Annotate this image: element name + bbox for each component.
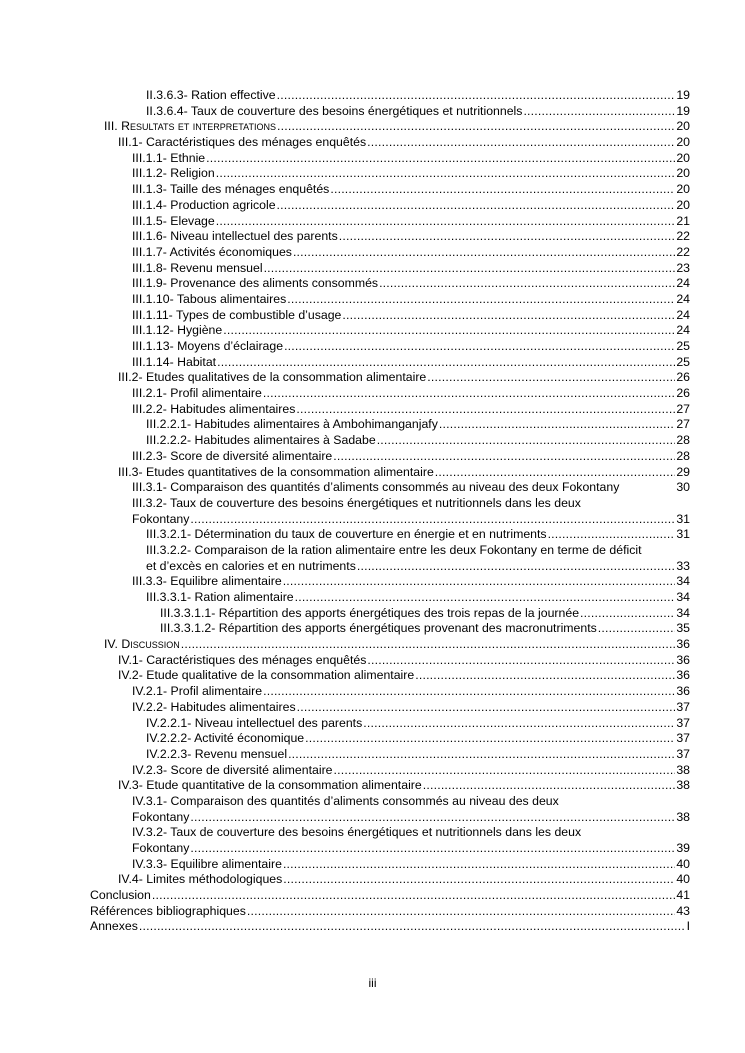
toc-entry-page: 36: [676, 668, 690, 683]
toc-entry-title: III.1.5- Elevage: [132, 213, 215, 228]
toc-leader-dots: [216, 166, 676, 182]
toc-entry[interactable]: [90, 653, 690, 669]
toc-entry-page: 22: [676, 244, 690, 259]
toc-entry[interactable]: [90, 606, 690, 622]
toc-entry-page: 22: [676, 229, 690, 244]
toc-entry-page: 37: [676, 699, 690, 714]
toc-entry[interactable]: [90, 512, 690, 528]
toc-entry-title: Annexes: [90, 919, 138, 934]
toc-leader-dots: [283, 857, 675, 873]
toc-entry-page: 38: [676, 762, 690, 777]
toc-entry-title: IV.2- Etude qualitative de la consommation alimentaire: [118, 668, 415, 683]
toc-entry[interactable]: [90, 825, 690, 841]
toc-entry[interactable]: [90, 308, 690, 324]
toc-entry-title: Références bibliographiques: [90, 903, 246, 918]
toc-entry-page: 34: [676, 605, 690, 620]
toc-entry-title: II.3.6.3- Ration effective: [146, 88, 276, 102]
toc-leader-dots: [190, 841, 675, 857]
toc-entry[interactable]: [90, 449, 690, 465]
toc-entry-title: IV.3.2- Taux de couverture des besoins énergétiques et nutritionnels dans les deux: [132, 825, 582, 840]
toc-leader-dots: [548, 527, 676, 543]
toc-entry[interactable]: [90, 119, 690, 135]
toc-entry[interactable]: [90, 370, 690, 386]
toc-entry-title: III.1.9- Provenance des aliments consommés: [132, 276, 379, 291]
toc-entry[interactable]: [90, 590, 690, 606]
toc-entry-title: III.2.1- Profil alimentaire: [132, 386, 262, 401]
toc-leader-dots: [216, 214, 676, 230]
toc-entry[interactable]: [90, 151, 690, 167]
toc-entry[interactable]: [90, 778, 690, 794]
toc-entry-page: 20: [676, 135, 690, 150]
toc-entry[interactable]: [90, 794, 690, 810]
toc-entry[interactable]: [90, 621, 690, 637]
toc-leader-dots: [330, 182, 675, 198]
toc-leader-dots: [283, 574, 676, 590]
toc-leader-dots: [598, 621, 676, 637]
toc-entry-page: 34: [676, 590, 690, 604]
toc-entry-title: III.2.2.2- Habitudes alimentaires à Sadabe: [146, 433, 376, 448]
toc-entry-title: IV.1- Caractéristiques des ménages enquêtés: [118, 652, 367, 667]
toc-entry[interactable]: [90, 433, 690, 449]
toc-entry-title: III.1.7- Activités économiques: [132, 244, 292, 259]
toc-entry[interactable]: [90, 810, 690, 826]
toc-entry-page: 20: [676, 119, 690, 134]
toc-entry-title: III.1- Caractéristiques des ménages enquêtés: [118, 135, 367, 150]
toc-entry-title: III.3.1- Comparaison des quantités d’aliments consommés au niveau des deux Fokontany: [132, 480, 620, 495]
toc-leader-dots: [295, 590, 676, 606]
toc-entry[interactable]: [90, 261, 690, 277]
toc-entry-title: III.3.2- Taux de couverture des besoins énergétiques et nutritionnels dans les deux: [132, 495, 581, 510]
toc-entry[interactable]: [90, 684, 690, 700]
toc-leader-dots: [363, 716, 675, 732]
toc-entry-page: 36: [676, 637, 690, 652]
toc-leader-dots: [277, 198, 676, 214]
toc-entry-page: 24: [676, 291, 690, 306]
toc-entry-page: 20: [676, 166, 690, 181]
toc-entry-title: III.1.13- Moyens d’éclairage: [132, 339, 284, 353]
toc-leader-dots: [342, 308, 675, 324]
toc-entry[interactable]: [90, 731, 690, 747]
toc-entry[interactable]: [90, 214, 690, 230]
toc-entry-page: 24: [676, 276, 690, 291]
toc-entry-page: 37: [676, 715, 690, 730]
toc-entry-page: 40: [676, 872, 690, 887]
toc-entry[interactable]: [90, 88, 690, 104]
toc-entry[interactable]: [90, 668, 690, 684]
toc-entry-title: III.3.3.1.1- Répartition des apports énergétiques des trois repas de la journée: [160, 605, 580, 620]
toc-entry-title: III.2.2- Habitudes alimentaires: [132, 401, 296, 416]
toc-entry-page: 29: [676, 464, 690, 479]
toc-entry-title: IV.2.2.1- Niveau intellectuel des parents: [146, 715, 363, 730]
toc-entry-title: III.1.1- Ethnie: [132, 150, 206, 165]
toc-entry-page: 25: [676, 354, 690, 369]
toc-entry[interactable]: [90, 700, 690, 716]
toc-entry-title: III.1.6- Niveau intellectuel des parents: [132, 229, 338, 244]
toc-leader-dots: [367, 135, 675, 151]
toc-leader-dots: [284, 339, 675, 355]
toc-leader-dots: [139, 919, 686, 935]
toc-entry-title: Fokontany: [132, 511, 190, 526]
toc-entry[interactable]: [90, 872, 690, 888]
toc-entry-title: III.1.12- Hygiène: [132, 323, 223, 338]
toc-entry[interactable]: [90, 496, 690, 512]
toc-leader-dots: [247, 904, 675, 920]
toc-entry-title: Fokontany: [132, 841, 190, 855]
toc-leader-dots: [333, 449, 675, 465]
toc-entry[interactable]: [90, 747, 690, 763]
toc-leader-dots: [181, 637, 676, 653]
toc-entry-page: 20: [676, 182, 690, 197]
toc-entry-title: II.3.6.4- Taux de couverture des besoins énergétiques et nutritionnels: [146, 103, 523, 118]
toc-entry-title: IV.2.2.2- Activité économique: [146, 731, 305, 746]
toc-entry-page: 28: [676, 448, 690, 463]
toc-leader-dots: [439, 417, 675, 433]
toc-entry-title: III.3.3.1- Ration alimentaire: [146, 590, 294, 604]
toc-entry-page: 26: [676, 370, 690, 385]
toc-entry-page: 37: [676, 731, 690, 746]
toc-entry-title: III.2.3- Score de diversité alimentaire: [132, 448, 333, 463]
toc-entry[interactable]: [90, 355, 690, 371]
toc-entry[interactable]: [90, 402, 690, 418]
toc-entry[interactable]: [90, 888, 690, 904]
toc-leader-dots: [415, 668, 675, 684]
toc-leader-dots: [435, 465, 676, 481]
toc-entry-title: IV.4- Limites méthodologiques: [118, 872, 283, 887]
toc-entry[interactable]: [90, 841, 690, 857]
toc-entry-page: 19: [676, 88, 690, 102]
toc-leader-dots: [223, 323, 675, 339]
toc-entry-title: IV. Discussion: [104, 637, 180, 652]
toc-entry[interactable]: [90, 135, 690, 151]
toc-leader-dots: [263, 386, 675, 402]
toc-entry-title: III.3.2.1- Détermination du taux de couverture en énergie et en nutriments: [146, 527, 547, 542]
toc-entry-title: IV.2.2- Habitudes alimentaires: [132, 699, 296, 714]
toc-entry-page: 39: [676, 841, 690, 855]
toc-leader-dots: [427, 370, 675, 386]
toc-leader-dots: [277, 119, 675, 135]
toc-entry[interactable]: [90, 904, 690, 920]
page-number: iii: [368, 976, 377, 990]
toc-leader-dots: [288, 747, 675, 763]
toc-leader-dots: [287, 292, 675, 308]
toc-entry-title: III.2.2.1- Habitudes alimentaires à Ambohimanganjafy: [146, 417, 438, 432]
toc-entry-page: 37: [676, 746, 690, 761]
toc-entry-page: 36: [676, 652, 690, 667]
toc-leader-dots: [379, 276, 675, 292]
toc-entry-title: IV.2.2.3- Revenu mensuel: [146, 746, 288, 761]
toc-entry-page: 41: [676, 888, 690, 903]
toc-entry[interactable]: [90, 386, 690, 402]
toc-entry[interactable]: [90, 527, 690, 543]
toc-entry-title: III.3.3.1.2- Répartition des apports énergétiques provenant des macronutriments: [160, 621, 597, 636]
toc-entry[interactable]: [90, 857, 690, 873]
toc-entry-title: III.3.2.2- Comparaison de la ration alimentaire entre les deux Fokontany en terme de déficit: [146, 542, 642, 557]
toc-leader-dots: [293, 245, 675, 261]
toc-entry-page: 36: [676, 684, 690, 699]
toc-entry-page: 25: [676, 339, 690, 353]
toc-entry-page: 27: [676, 401, 690, 416]
toc-entry-page: 38: [676, 809, 690, 824]
toc-entry-page: 19: [676, 103, 690, 118]
toc-leader-dots: [305, 731, 675, 747]
toc-entry[interactable]: [90, 716, 690, 732]
toc-entry-title: III.1.8- Revenu mensuel: [132, 260, 263, 275]
toc-entry[interactable]: [90, 245, 690, 261]
toc-entry[interactable]: [90, 480, 690, 496]
toc-leader-dots: [283, 872, 675, 888]
toc-leader-dots: [277, 88, 676, 104]
toc-entry[interactable]: [90, 574, 690, 590]
table-of-contents: [90, 88, 690, 935]
toc-entry[interactable]: [90, 104, 690, 120]
toc-entry-page: 30: [676, 480, 690, 495]
toc-entry[interactable]: [90, 339, 690, 355]
toc-entry-page: 40: [676, 856, 690, 871]
toc-entry-page: 27: [676, 417, 690, 432]
toc-entry[interactable]: [90, 198, 690, 214]
toc-leader-dots: [217, 355, 675, 371]
toc-leader-dots: [367, 653, 675, 669]
toc-entry-title: III.1.4- Production agricole: [132, 197, 276, 212]
toc-entry-title: IV.3.1- Comparaison des quantités d’aliments consommés au niveau des deux: [132, 793, 559, 808]
toc-entry[interactable]: [90, 637, 690, 653]
toc-entry[interactable]: [90, 166, 690, 182]
toc-entry[interactable]: [90, 229, 690, 245]
toc-entry-page: 24: [676, 307, 690, 322]
toc-entry-page: 34: [676, 574, 690, 589]
toc-entry-page: 20: [676, 150, 690, 165]
toc-entry-title: III.1.2- Religion: [132, 166, 215, 181]
toc-entry-title: III.3.3- Equilibre alimentaire: [132, 574, 282, 589]
toc-entry-page: 31: [676, 527, 690, 542]
toc-leader-dots: [206, 151, 675, 167]
toc-entry-title: Conclusion: [90, 888, 151, 903]
toc-leader-dots: [190, 512, 675, 528]
toc-entry-page: 26: [676, 386, 690, 401]
toc-leader-dots: [296, 402, 675, 418]
toc-entry-title: IV.2.3- Score de diversité alimentaire: [132, 762, 333, 777]
toc-entry[interactable]: [90, 559, 690, 575]
toc-leader-dots: [334, 763, 676, 779]
toc-entry-page: 21: [676, 213, 690, 228]
toc-entry-title: IV.2.1- Profil alimentaire: [132, 684, 263, 699]
toc-leader-dots: [297, 700, 676, 716]
toc-entry[interactable]: [90, 276, 690, 292]
toc-leader-dots: [580, 606, 675, 622]
toc-entry-page: 20: [676, 197, 690, 212]
toc-entry-page: 28: [676, 433, 690, 448]
toc-entry-page: I: [686, 919, 690, 934]
toc-entry-title: III.3- Etudes quantitatives de la consommation alimentaire: [118, 464, 434, 479]
toc-entry-page: 38: [676, 778, 690, 793]
toc-entry-title: III. Resultats et interpretations: [104, 119, 276, 134]
toc-entry-title: III.1.3- Taille des ménages enquêtés: [132, 182, 330, 197]
toc-leader-dots: [423, 778, 676, 794]
toc-entry-title: III.1.10- Tabous alimentaires: [132, 291, 287, 306]
toc-leader-dots: [190, 810, 675, 826]
toc-entry-page: 24: [676, 323, 690, 338]
toc-entry[interactable]: [90, 292, 690, 308]
toc-entry[interactable]: [90, 417, 690, 433]
toc-entry[interactable]: [90, 182, 690, 198]
toc-entry[interactable]: [90, 323, 690, 339]
toc-entry-title: Fokontany: [132, 809, 190, 824]
toc-entry[interactable]: [90, 763, 690, 779]
toc-leader-dots: [152, 888, 675, 904]
toc-entry-page: 23: [676, 260, 690, 275]
toc-entry[interactable]: [90, 543, 690, 559]
toc-entry[interactable]: [90, 919, 690, 935]
toc-entry-title: III.1.11- Types de combustible d’usage: [132, 307, 342, 322]
toc-entry-title: et d’excès en calories et en nutriments: [146, 558, 356, 573]
toc-entry-title: III.2- Etudes qualitatives de la consommation alimentaire: [118, 370, 427, 385]
toc-leader-dots: [377, 433, 676, 449]
toc-leader-dots: [523, 104, 675, 120]
toc-entry-title: III.1.14- Habitat: [132, 354, 217, 369]
toc-entry-title: IV.3.3- Equilibre alimentaire: [132, 856, 282, 871]
toc-leader-dots: [263, 684, 675, 700]
toc-leader-dots: [357, 559, 675, 575]
toc-leader-dots: [339, 229, 676, 245]
toc-entry-page: 31: [676, 511, 690, 526]
toc-entry-page: 33: [676, 558, 690, 573]
toc-entry-title: IV.3- Etude quantitative de la consommation alimentaire: [118, 778, 422, 793]
toc-entry[interactable]: [90, 465, 690, 481]
toc-entry-page: 43: [676, 903, 690, 918]
toc-entry-page: 35: [676, 621, 690, 636]
toc-leader-dots: [264, 261, 676, 277]
